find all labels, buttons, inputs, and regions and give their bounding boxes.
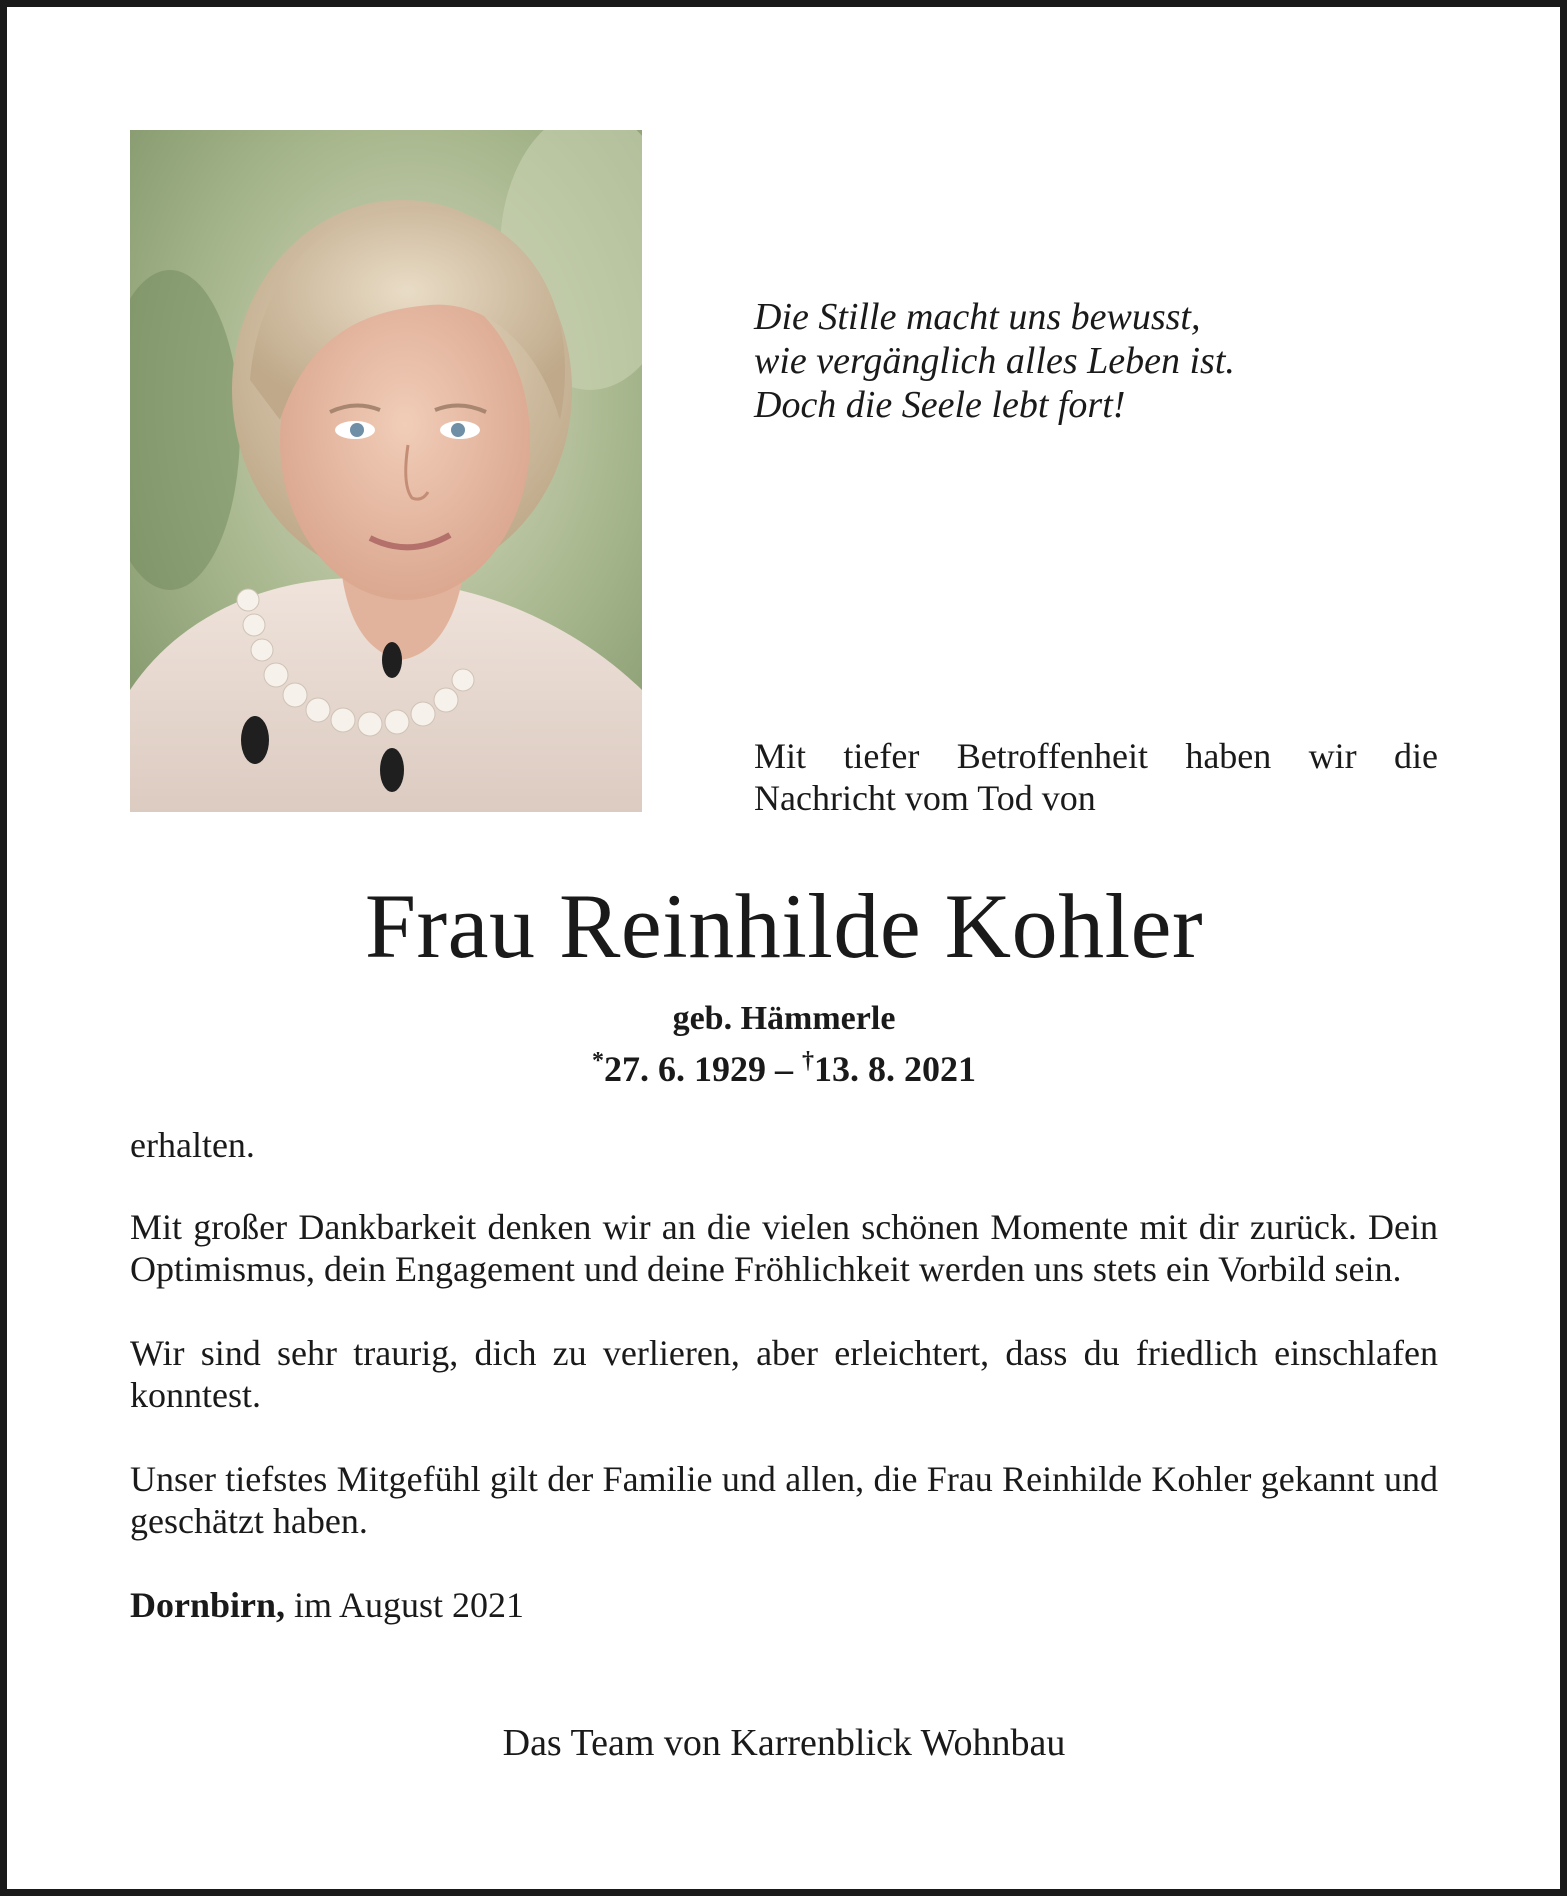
verse-line-3: Doch die Seele lebt fort! [754,384,1126,426]
verse-line-1: Die Stille macht uns bewusst, [754,296,1201,338]
birth-mark: * [592,1048,604,1074]
intro-text: Mit tiefer Betroffenheit haben wir die Nachricht vom Tod von [754,736,1438,818]
portrait-illustration [130,130,642,812]
date-separator: – [766,1049,802,1089]
body-gratitude [130,1206,1438,1290]
place-date: im August 2021 [285,1585,525,1625]
body-condolence: Unser tiefstes Mitgefühl gilt der Familie und allen, die Frau Reinhilde Kohler gekannt und geschätzt haben. [130,1459,1438,1541]
body-erhalten: erhalten. [130,1125,255,1165]
life-dates [130,1040,1438,1090]
death-date: 13. 8. 2021 [814,1049,976,1089]
verse-line-2: wie vergänglich alles Leben ist. [754,340,1235,382]
deceased-name: Frau Reinhilde Kohler [364,875,1204,977]
signature: Das Team von Karrenblick Wohnbau [502,1722,1066,1764]
portrait-photo [130,130,642,812]
birth-date: 27. 6. 1929 [604,1049,766,1089]
body-sadness: Wir sind sehr traurig, dich zu verlieren, aber erleichtert, dass du friedlich einschlafen konntest. [130,1333,1438,1415]
memorial-verse [754,295,1454,427]
birth-name: geb. Hämmerle [672,1000,896,1037]
gratitude-text: Mit großer Dankbarkeit denken wir an die vielen schönen Momente mit dir zurück. Dein Optimismus, dein Engagement und deine Fröhlichkeit werden uns stets ein Vorbild sein. [130,1207,1438,1289]
death-mark: † [802,1048,814,1074]
place-name: Dornbirn, [130,1585,286,1625]
place-date-line [130,1584,1438,1626]
